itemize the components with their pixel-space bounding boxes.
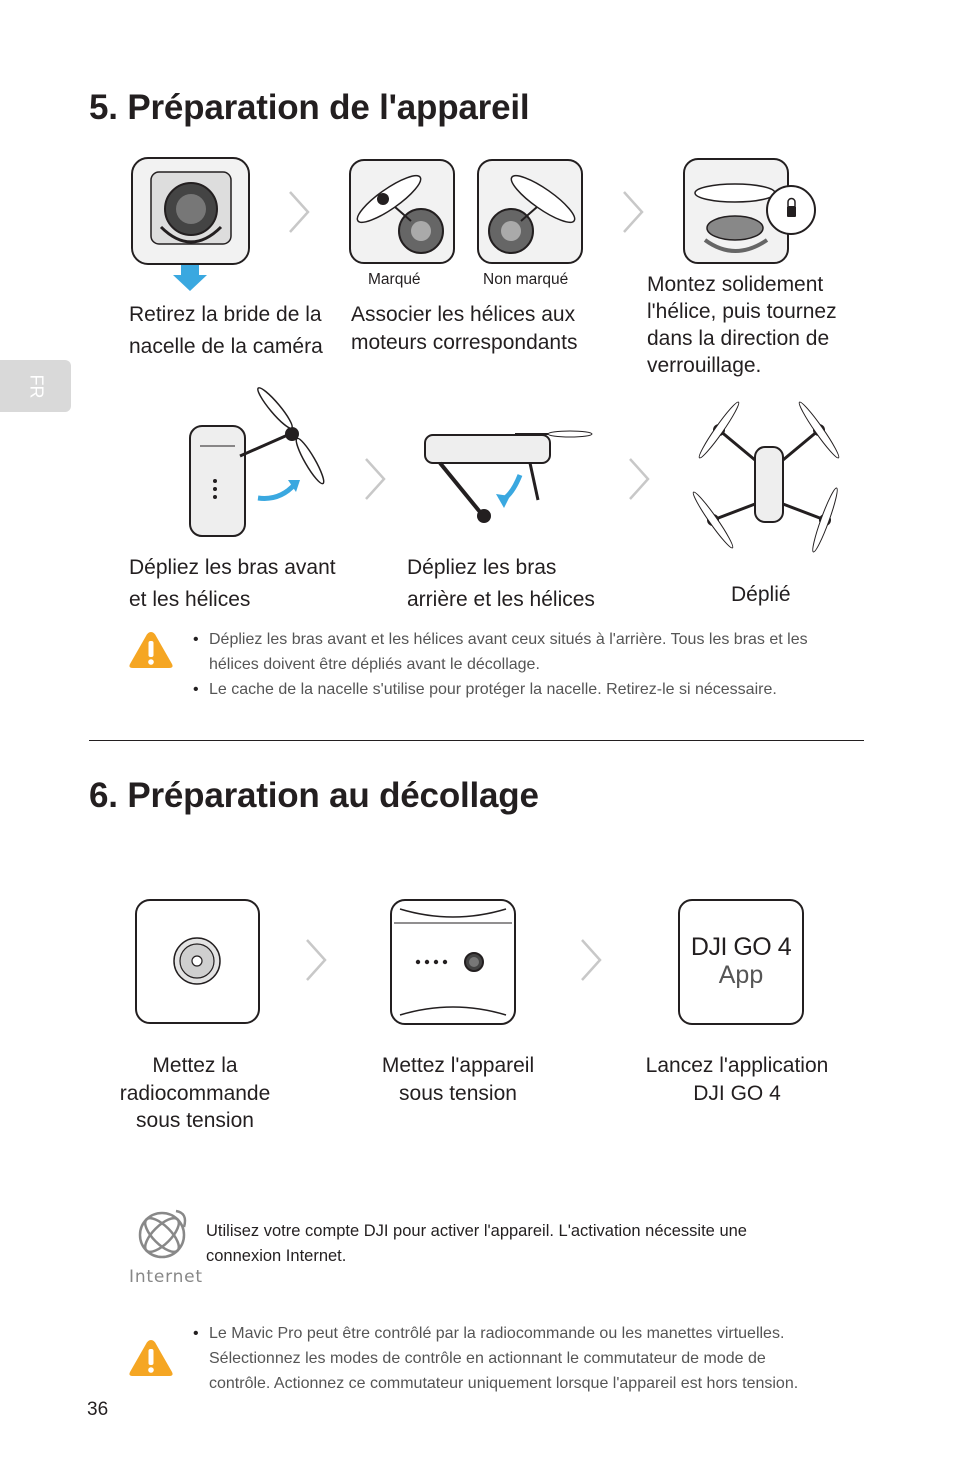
chevron-right-icon (288, 190, 310, 234)
step1-caption-line: Retirez la bride de la (129, 303, 322, 326)
aircraft-caption-line: sous tension (399, 1081, 517, 1105)
gimbal-clamp-illustration (131, 157, 251, 292)
aircraft-caption (348, 1052, 568, 1107)
warning-icon (128, 630, 174, 670)
step1-caption (129, 301, 323, 361)
internet-note-line: connexion Internet. (206, 1247, 347, 1265)
step2-caption-line: Associer les hélices aux (351, 303, 576, 326)
chevron-right-icon (622, 190, 644, 234)
step4-caption-line: Dépliez les bras avant (129, 556, 336, 579)
aircraft-caption-line: Mettez l'appareil (381, 1054, 535, 1077)
internet-note (206, 1219, 747, 1269)
language-tab-label: FR (26, 374, 46, 398)
step1-caption-line: nacelle de la caméra (129, 335, 323, 358)
label-unmarked: Non marqué (483, 271, 569, 288)
drone-unfolded-illustration (683, 392, 853, 562)
remote-power-button-illustration (135, 899, 261, 1025)
step3-caption-line: Montez solidement (647, 273, 824, 296)
dji-go-app-icon (678, 899, 804, 1025)
chevron-right-icon (305, 938, 327, 982)
warning-item (193, 1321, 883, 1396)
chevron-right-icon (580, 938, 602, 982)
warning-text: Le Mavic Pro peut être contrôlé par la radiocommande ou les manettes virtuelles. (209, 1325, 785, 1342)
propeller-unmarked-illustration (477, 159, 583, 264)
warning-item (193, 677, 873, 702)
app-caption-line: DJI GO 4 (693, 1081, 781, 1105)
page-number: 36 (87, 1399, 109, 1420)
remote-caption-line: sous tension (136, 1109, 254, 1132)
warning-text: Sélectionnez les modes de contrôle en actionnant le commutateur de mode de (209, 1350, 766, 1367)
propeller-marked-illustration (349, 159, 455, 264)
remote-caption (95, 1052, 295, 1135)
app-icon-subtitle: App (718, 961, 764, 989)
battery-power-illustration (390, 899, 517, 1026)
warning-text: contrôle. Actionnez ce commutateur uniquement lorsque l'appareil est hors tension. (209, 1375, 799, 1392)
warning-icon (128, 1338, 174, 1378)
internet-label: Internet (129, 1267, 203, 1287)
step4-caption-line: et les hélices (129, 588, 251, 611)
warning-text: hélices doivent être dépliés avant le décollage. (209, 656, 540, 673)
internet-note-line: Utilisez votre compte DJI pour activer l'appareil. L'activation nécessite une (206, 1222, 747, 1240)
propeller-lock-illustration (683, 158, 818, 265)
language-tab (0, 360, 71, 412)
step3-caption-line: verrouillage. (647, 354, 762, 377)
section5-warning (193, 627, 873, 702)
step6-caption: Déplié (731, 583, 791, 606)
step5-caption-line: arrière et les hélices (407, 588, 595, 611)
step3-caption-line: l'hélice, puis tournez (647, 300, 837, 323)
chevron-right-icon (628, 457, 650, 501)
drone-front-arms-illustration (180, 386, 330, 541)
globe-icon (138, 1207, 190, 1263)
remote-caption-line: Mettez la (152, 1054, 238, 1077)
section-divider (89, 740, 864, 741)
section6-warning (193, 1321, 883, 1396)
step2-caption-line: moteurs correspondants (351, 331, 578, 354)
remote-caption-line: radiocommande (119, 1081, 271, 1105)
step2-caption (351, 301, 577, 357)
warning-item (193, 627, 873, 677)
step4-caption (129, 554, 336, 614)
app-caption-line: Lancez l'application (645, 1054, 829, 1077)
chevron-right-icon (364, 457, 386, 501)
section6-title: 6. Préparation au décollage (89, 776, 539, 815)
label-marked: Marqué (368, 271, 421, 288)
drone-rear-arms-illustration (420, 420, 595, 530)
section5-title: 5. Préparation de l'appareil (89, 88, 530, 127)
step3-caption (647, 271, 837, 379)
step5-caption-line: Dépliez les bras (407, 556, 557, 579)
step5-caption (407, 554, 595, 614)
app-icon-title: DJI GO 4 (690, 933, 792, 961)
warning-text: Le cache de la nacelle s'utilise pour protéger la nacelle. Retirez-le si nécessaire. (209, 681, 777, 698)
warning-text: Dépliez les bras avant et les hélices avant ceux situés à l'arrière. Tous les bras et les (209, 631, 808, 648)
app-caption (622, 1052, 852, 1107)
step3-caption-line: dans la direction de (647, 327, 830, 350)
